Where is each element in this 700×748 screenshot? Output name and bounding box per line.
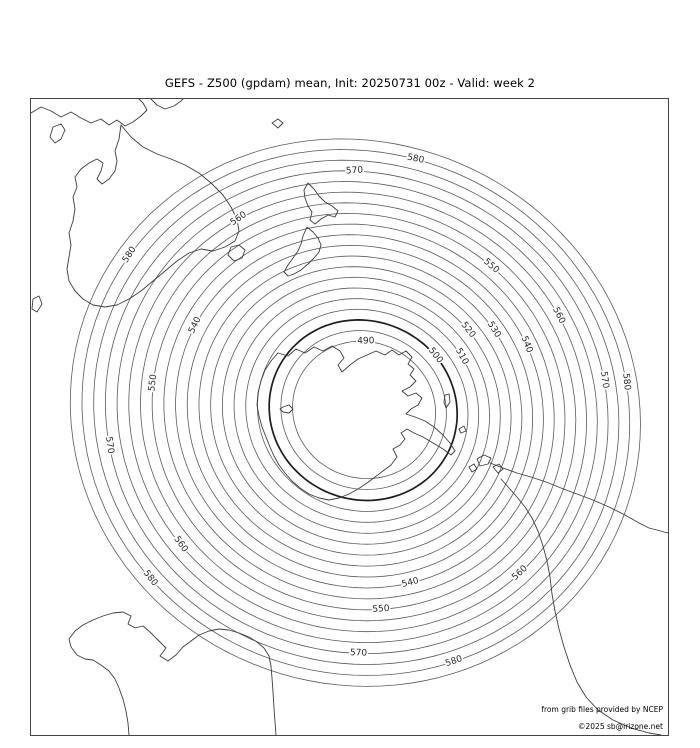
contour-label-580: 580 (444, 654, 464, 670)
coastline-south-america-pacific-coast (501, 479, 661, 735)
contour-label-580: 580 (120, 244, 139, 265)
contour-label-570: 570 (598, 370, 611, 390)
coastline-antarctic-lake (280, 405, 293, 413)
coastline-tierra-del-fuego-1 (477, 455, 491, 466)
map-frame (30, 98, 669, 736)
contour-line-530 (199, 256, 522, 566)
contour-line-525 (211, 267, 511, 555)
contour-label-550: 550 (372, 603, 390, 615)
contour-label-560: 560 (228, 210, 249, 228)
contour-label-550: 550 (147, 373, 160, 392)
contour-line-515 (234, 288, 489, 533)
contour-label-500: 500 (426, 345, 445, 366)
contour-lines-layer (70, 139, 640, 687)
credit-copyright: ©2025 sb@irizone.net (578, 722, 663, 731)
contour-line-490 (293, 341, 436, 478)
coastline-africa-coast (69, 612, 276, 735)
coastline-timor-island (50, 124, 65, 143)
contour-line-520 (222, 277, 500, 544)
contour-label-580: 580 (140, 568, 160, 589)
contour-line-575 (94, 160, 619, 664)
contour-label-560: 560 (171, 534, 190, 555)
coastline-new-guinea-coast (31, 99, 147, 126)
contour-line-585 (70, 139, 640, 687)
coastline-tierra-del-fuego-2 (493, 464, 503, 473)
contour-label-530: 530 (484, 319, 503, 340)
contour-label-560: 560 (510, 563, 530, 583)
contour-line-550 (152, 213, 565, 609)
contour-label-580: 580 (406, 152, 425, 166)
coastline-ne-islet (272, 119, 283, 128)
coastline-south-america-atlantic-coast (490, 463, 668, 533)
page-title: GEFS - Z500 (gpdam) mean, Init: 20250731 00z - Valid: week 2 (164, 76, 536, 90)
contour-label-520: 520 (458, 320, 478, 341)
contour-label-540: 540 (518, 334, 535, 355)
contour-label-570: 570 (103, 435, 116, 455)
contour-line-500 (269, 320, 457, 501)
contour-label-570: 570 (349, 648, 368, 659)
coastline-australia (67, 125, 239, 307)
contour-label-550: 550 (481, 256, 501, 276)
contour-labels-layer (103, 153, 632, 670)
contour-label-580: 580 (620, 372, 632, 391)
contour-line-495 (281, 331, 447, 490)
coastline-tasmania (228, 245, 245, 261)
coastline-south-shetland-islet (444, 394, 450, 408)
coastline-left-edge-islet (32, 296, 42, 312)
contour-label-540: 540 (187, 315, 204, 336)
coastline-peninsula-islet (459, 426, 466, 433)
contour-label-570: 570 (345, 165, 364, 177)
credit-source: from grib files provided by NCEP (541, 705, 663, 714)
coastlines-layer (31, 99, 668, 735)
contour-label-490: 490 (357, 336, 375, 347)
contour-line-555 (141, 203, 576, 621)
contour-line-535 (187, 245, 532, 577)
coastline-top-edge-island (151, 99, 183, 109)
contour-label-560: 560 (550, 305, 567, 326)
contour-map (31, 99, 668, 735)
contour-label-540: 540 (400, 576, 420, 590)
contour-label-510: 510 (453, 346, 471, 367)
